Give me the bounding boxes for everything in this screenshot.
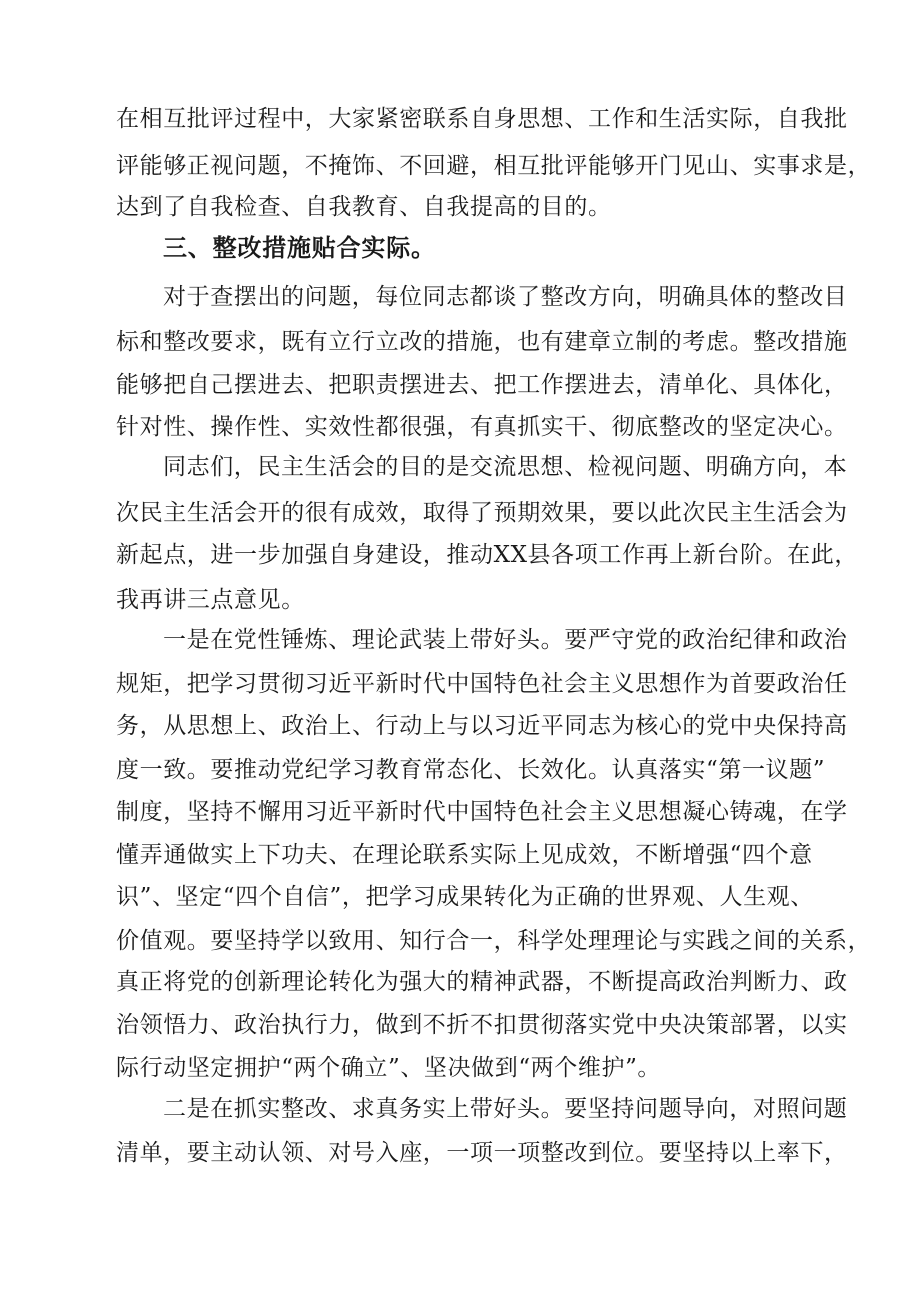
- paragraph-line: 真正将党的创新理论转化为强大的精神武器，不断提高政治判断力、政: [116, 969, 848, 995]
- paragraph-line: 二是在抓实整改、求真务实上带好头。要坚持问题导向，对照问题: [163, 1096, 848, 1122]
- paragraph-line: 同志们，民主生活会的目的是交流思想、检视问题、明确方向，本: [163, 454, 848, 480]
- paragraph-line: 针对性、操作性、实效性都很强，有真抓实干、彻底整改的坚定决心。: [116, 414, 848, 440]
- paragraph-line: 一是在党性锤炼、理论武装上带好头。要严守党的政治纪律和政治: [163, 627, 848, 653]
- paragraph-line: 新起点，进一步加强自身建设，推动XX县各项工作再上新台阶。在此，: [116, 542, 858, 568]
- paragraph-line: 务，从思想上、政治上、行动上与以习近平同志为核心的党中央保持高: [116, 713, 848, 739]
- paragraph-line: 清单，要主动认领、对号入座，一项一项整改到位。要坚持以上率下，: [116, 1140, 848, 1166]
- section-heading: 三、整改措施贴合实际。: [163, 234, 436, 262]
- paragraph-line: 价值观。要坚持学以致用、知行合一，科学处理理论与实践之间的关系，: [116, 928, 872, 954]
- paragraph-line: 规矩，把学习贯彻习近平新时代中国特色社会主义思想作为首要政治任: [116, 671, 848, 697]
- paragraph-line: 对于查摆出的问题，每位同志都谈了整改方向，明确具体的整改目: [163, 284, 848, 310]
- paragraph-line: 能够把自己摆进去、把职责摆进去、把工作摆进去，清单化、具体化，: [116, 372, 848, 398]
- paragraph-line: 识”、坚定“四个自信”，把学习成果转化为正确的世界观、人生观、: [116, 884, 814, 910]
- paragraph-line: 治领悟力、政治执行力，做到不折不扣贯彻落实党中央决策部署，以实: [116, 1012, 848, 1038]
- paragraph-line: 懂弄通做实上下功夫、在理论联系实际上见成效，不断增强“四个意: [116, 842, 813, 868]
- paragraph-line: 度一致。要推动党纪学习教育常态化、长效化。认真落实“第一议题”: [116, 757, 826, 783]
- paragraph-line: 次民主生活会开的很有成效，取得了预期效果，要以此次民主生活会为: [116, 500, 848, 526]
- paragraph-line: 在相互批评过程中，大家紧密联系自身思想、工作和生活实际，自我批: [116, 106, 848, 132]
- paragraph-line: 达到了自我检查、自我教育、自我提高的目的。: [116, 194, 612, 220]
- paragraph-line: 际行动坚定拥护“两个确立”、坚决做到“两个维护”。: [116, 1055, 662, 1081]
- paragraph-line: 评能够正视问题，不掩饰、不回避，相互批评能够开门见山、实事求是，: [116, 153, 872, 179]
- paragraph-line: 标和整改要求，既有立行立改的措施，也有建章立制的考虑。整改措施: [116, 329, 848, 355]
- paragraph-line: 我再讲三点意见。: [116, 587, 305, 613]
- paragraph-line: 制度，坚持不懈用习近平新时代中国特色社会主义思想凝心铸魂，在学: [116, 799, 848, 825]
